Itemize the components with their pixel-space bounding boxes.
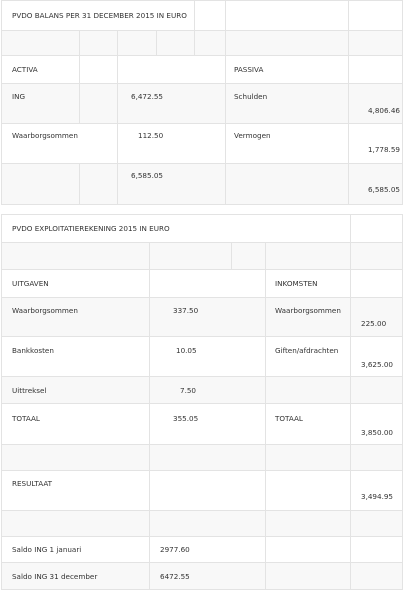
balance-left-value: 112.50 [138, 131, 164, 140]
result-value: 3,494.95 [361, 492, 394, 501]
exploitation-row [2, 337, 403, 377]
saldo-label: Saldo ING 1 januari [12, 545, 82, 554]
inkomsten-header: INKOMSTEN [275, 279, 318, 288]
exploitation-row [2, 377, 403, 404]
saldo-row [2, 563, 403, 590]
exploitation-spacer-row [2, 445, 403, 471]
saldo-label: Saldo ING 31 december [12, 572, 98, 581]
inkomsten-label: Giften/afdrachten [275, 346, 339, 355]
balance-row [2, 84, 403, 124]
balance-total-left: 6,585.05 [131, 171, 164, 180]
balance-row [2, 124, 403, 164]
uitgaven-value: 337.50 [173, 306, 199, 315]
balance-left-label: ING [12, 92, 26, 101]
saldo-row [2, 537, 403, 563]
uitgaven-value: 10.05 [176, 346, 197, 355]
uitgaven-value: 7.50 [180, 386, 197, 395]
balance-total-right: 6,585.05 [367, 185, 400, 194]
exploitation-row [2, 298, 403, 337]
inkomsten-total-value: 3,850.00 [361, 428, 394, 437]
uitgaven-label: Bankkosten [12, 346, 54, 355]
inkomsten-label: Waarborgsommen [275, 306, 341, 315]
passiva-header: PASSIVA [234, 65, 264, 74]
exploitation-spacer-row [2, 243, 403, 270]
balance-total-row [2, 164, 403, 205]
balance-right-label: Vermogen [234, 131, 271, 140]
balance-table [1, 0, 403, 205]
balance-right-value: 1,778.59 [367, 145, 400, 154]
saldo-value: 2977.60 [160, 545, 190, 554]
exploitation-spacer-row [2, 511, 403, 537]
inkomsten-value: 3,625.00 [361, 360, 394, 369]
result-row [2, 471, 403, 511]
balance-spacer-row [2, 31, 403, 56]
uitgaven-label: Waarborgsommen [12, 306, 78, 315]
uitgaven-label: Uittreksel [12, 386, 47, 395]
balance-left-label: Waarborgsommen [12, 131, 78, 140]
balance-right-label: Schulden [234, 92, 268, 101]
balance-title-row [2, 1, 403, 31]
balance-header-row [2, 56, 403, 84]
exploitation-table [1, 214, 403, 590]
exploitation-title-row [2, 215, 403, 243]
uitgaven-total-label: TOTAAL [12, 414, 40, 423]
saldo-value: 6472.55 [160, 572, 190, 581]
balance-right-value: 4,806.46 [367, 106, 400, 115]
balance-title-cell [2, 1, 195, 31]
exploitation-total-row [2, 404, 403, 445]
result-label: RESULTAAT [12, 479, 53, 488]
activa-header: ACTIVA [12, 65, 38, 74]
exploitation-title-cell [2, 215, 351, 243]
exploitation-header-row [2, 270, 403, 298]
inkomsten-total-label: TOTAAL [275, 414, 303, 423]
exploitation-title: PVDO EXPLOITATIEREKENING 2015 IN EURO [12, 224, 170, 233]
uitgaven-header: UITGAVEN [12, 279, 49, 288]
balance-left-value: 6,472.55 [131, 92, 164, 101]
balance-title: PVDO BALANS PER 31 DECEMBER 2015 IN EURO [12, 11, 187, 20]
inkomsten-value: 225.00 [361, 319, 387, 328]
uitgaven-total-value: 355.05 [173, 414, 199, 423]
